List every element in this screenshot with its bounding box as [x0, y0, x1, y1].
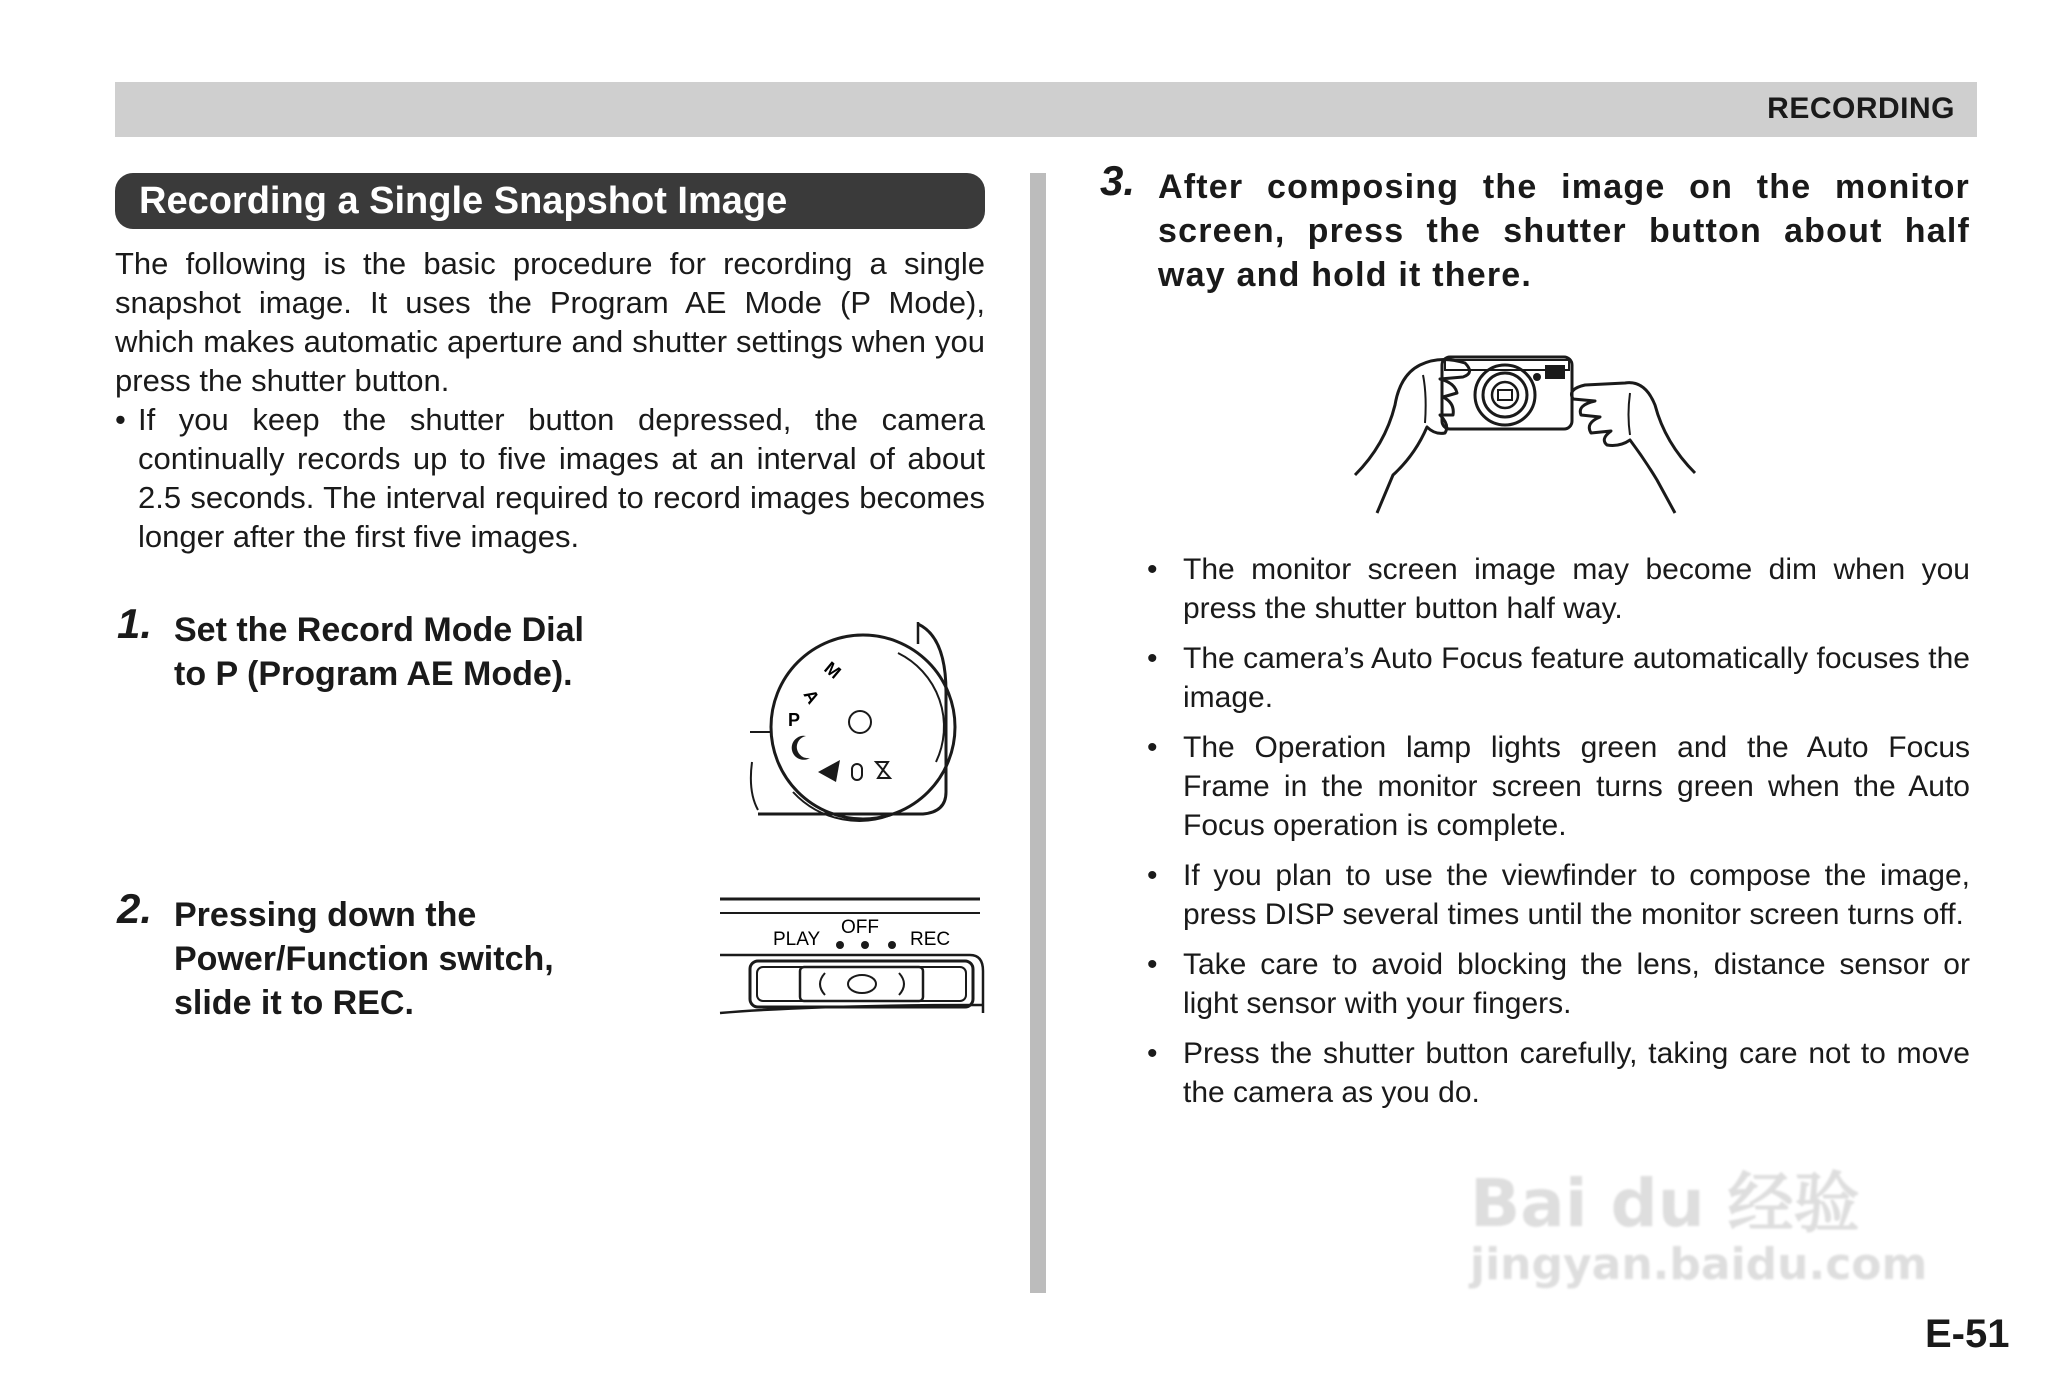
notes-list: [1147, 550, 1970, 1123]
dial-label-a: A: [799, 686, 824, 708]
bullet-dot: •: [1147, 859, 1158, 892]
section-title: Recording a Single Snapshot Image: [115, 173, 985, 229]
step-1: [117, 600, 587, 696]
header-bar: [115, 82, 1977, 137]
step-1-number: 1.: [117, 600, 153, 647]
bullet-dot: •: [1147, 553, 1158, 586]
note-text: Press the shutter button carefully, taking care not to move the camera as you do.: [1183, 1037, 1970, 1109]
step-1-text: Set the Record Mode Dial to P (Program AE Mode).: [174, 611, 584, 693]
step-2: [117, 885, 587, 1025]
note-text: The Operation lamp lights green and the Auto Focus Frame in the monitor screen turns green when the Auto Focus operation is complete.: [1183, 731, 1970, 842]
bullet-dot: •: [1147, 1037, 1158, 1070]
note-item: [1147, 639, 1970, 717]
mode-dial-illustration: [748, 612, 958, 827]
switch-label-rec: REC: [910, 929, 951, 950]
bullet-dot: •: [1147, 948, 1158, 981]
bullet-dot: •: [1147, 731, 1158, 764]
hands-holding-camera-illustration: [1345, 335, 1705, 525]
note-item: [1147, 728, 1970, 845]
switch-label-off: OFF: [841, 917, 879, 938]
note-item: [1147, 550, 1970, 628]
step-3-number: 3.: [1100, 157, 1136, 204]
note-text: The camera’s Auto Focus feature automatically focuses the image.: [1183, 642, 1970, 714]
intro-bullet-text: If you keep the shutter button depressed, the camera continually records up to five images at an interval of about 2.5 seconds. The interval required to record images becomes longer after the first five images.: [138, 402, 985, 554]
power-switch-illustration: [715, 893, 985, 1018]
intro-block: [115, 244, 985, 556]
note-text: The monitor screen image may become dim when you press the shutter button half way.: [1183, 553, 1970, 625]
step-2-number: 2.: [117, 885, 153, 932]
intro-bullet: [115, 400, 985, 556]
intro-paragraph: The following is the basic procedure for recording a single snapshot image. It uses the Program AE Mode (P Mode), which makes automatic aperture and shutter settings when you press the shutter button.: [115, 246, 985, 398]
note-item: [1147, 856, 1970, 934]
switch-label-play: PLAY: [773, 929, 821, 950]
watermark-main: Bai du 经验: [1470, 1165, 1860, 1242]
step-3-text: After composing the image on the monitor screen, press the shutter button about half way and hold it there.: [1158, 168, 1970, 294]
bullet-dot: •: [1147, 642, 1158, 675]
note-item: [1147, 945, 1970, 1023]
step-3: [1100, 157, 1970, 297]
note-item: [1147, 1034, 1970, 1112]
watermark-sub: jingyan.baidu.com: [1470, 1239, 1928, 1290]
bullet-dot: •: [115, 402, 126, 437]
page-number: E-51: [1925, 1312, 2010, 1356]
note-text: Take care to avoid blocking the lens, distance sensor or light sensor with your fingers.: [1183, 948, 1970, 1020]
note-text: If you plan to use the viewfinder to compose the image, press DISP several times until the monitor screen turns off.: [1183, 859, 1970, 931]
step-2-text: Pressing down the Power/Function switch, slide it to REC.: [174, 896, 554, 1022]
dial-label-p: P: [788, 710, 801, 730]
column-divider: [1030, 173, 1046, 1293]
header-section-label: RECORDING: [1767, 92, 1955, 125]
dial-label-m: M: [820, 657, 845, 683]
baidu-watermark: [1470, 1150, 1927, 1290]
